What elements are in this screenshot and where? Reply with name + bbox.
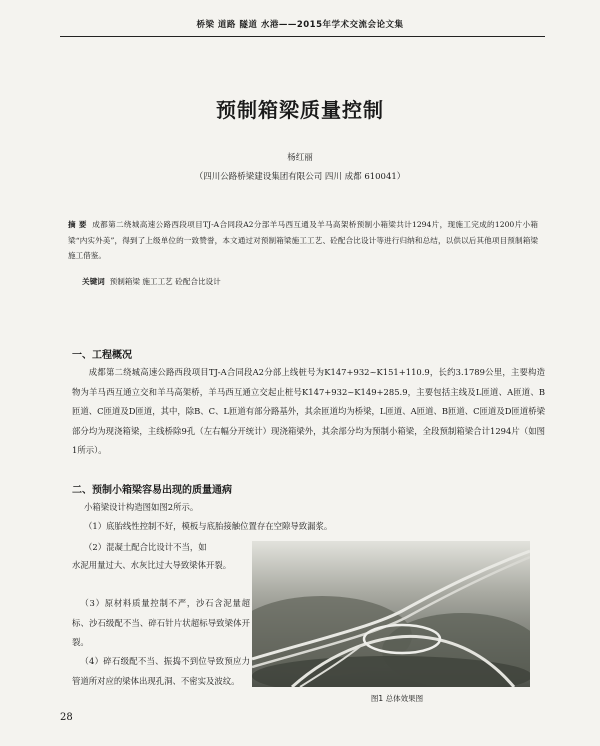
running-header: 桥梁 道路 隧道 水港——2015年学术交流会论文集	[196, 20, 404, 30]
aerial-photo-graphic	[252, 541, 530, 687]
figure-caption: 图1 总体效果图	[370, 694, 424, 703]
section-heading-overview: 一、工程概况	[72, 350, 132, 361]
list-item-4: （4）碎石级配不当、振捣不到位导致预应力管道所对应的梁体出现孔洞、不密实及波纹。	[72, 656, 250, 686]
list-item-2-rest: 水泥用量过大、水灰比过大导致梁体开裂。	[72, 560, 232, 570]
section-paragraph-overview: 成都第二绕城高速公路西段项目TJ-A合同段A2分部上线桩号为K147+932~K151+110.9，长约3.1789公里，主要构造物为羊马西互通立交和羊马高架桥，羊马西互通立交起止桩号K147+932~K149+285.9，主要包括主线及L匝道、A匝道、B匝道、C匝道及D匝道，其中，除B、C、L匝道有部分路基外，其余匝道均为桥梁，L匝道、A匝道、B匝道、C匝道及D匝道桥梁部分均为现浇箱梁，主线桥除9孔（左右幅分开统计）现浇箱梁外，其余部分均为预制小箱梁，全段预制箱梁合计1294片（如图1所示）。	[72, 367, 545, 456]
author-name: 杨红丽	[287, 153, 313, 163]
header-rule	[60, 36, 545, 37]
list-item-2-first: （2）混凝土配合比设计不当，如	[84, 542, 207, 552]
section-intro: 小箱梁设计构造图如图2所示。	[84, 502, 199, 512]
keywords	[82, 276, 221, 287]
author-affiliation: （四川公路桥梁建设集团有限公司 四川 成都 610041）	[194, 172, 406, 182]
article-title: 预制箱梁质量控制	[216, 98, 384, 122]
abstract-label: 摘 要	[68, 220, 87, 229]
keywords-text: 预制箱梁 施工工艺 砼配合比设计	[109, 277, 221, 286]
page-number: 28	[60, 712, 73, 723]
abstract	[68, 217, 538, 264]
list-item-3: （3）原材料质量控制不严，沙石含泥量超标、沙石级配不当、碎石针片状超标导致梁体开裂。	[72, 598, 250, 648]
interchange-aerial-photo	[252, 541, 530, 687]
keywords-label: 关键词	[82, 277, 105, 286]
section-heading-defects: 二、预制小箱梁容易出现的质量通病	[72, 485, 232, 496]
abstract-text: 成都第二绕城高速公路西段项目TJ-A合同段A2分部羊马西互通及羊马高架桥预制小箱梁共计1294片，现施工完成的1200片小箱梁“内实外美”，得到了上级单位的一致赞誉，本文通过对预制箱梁施工工艺、砼配合比设计等进行归纳和总结，以供以后其他项目预制箱梁施工借鉴。	[68, 220, 538, 260]
list-item-1: （1）底胎线性控制不好，模板与底胎接触位置存在空隙导致漏浆。	[84, 521, 333, 531]
